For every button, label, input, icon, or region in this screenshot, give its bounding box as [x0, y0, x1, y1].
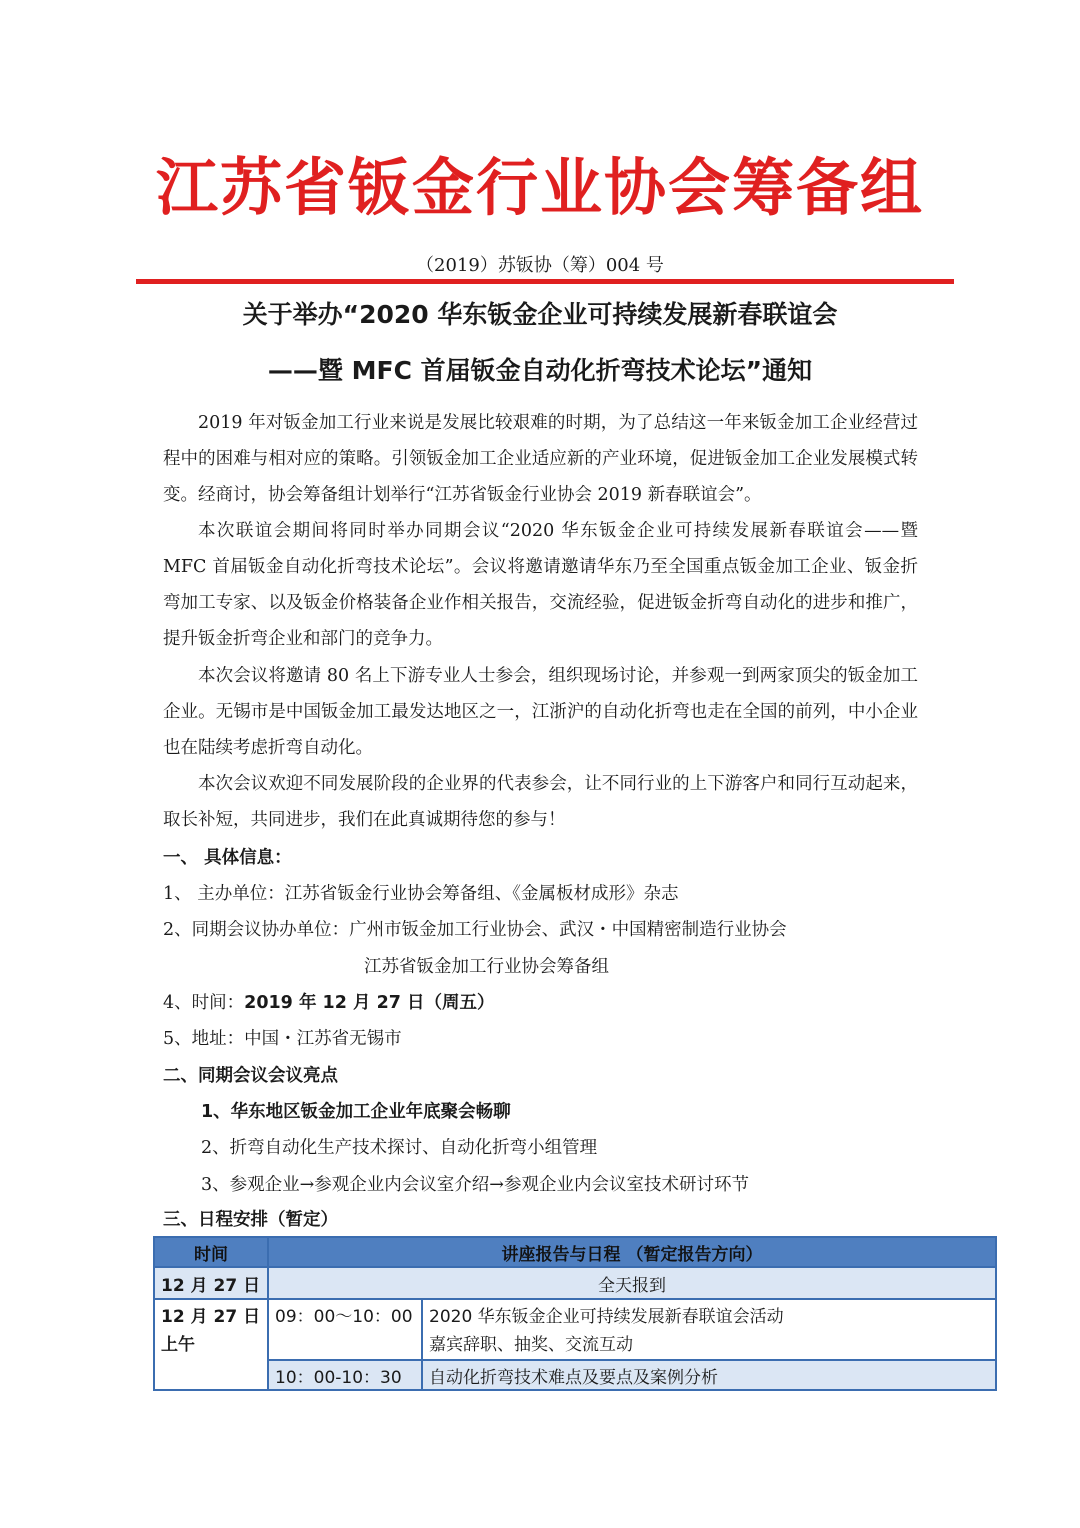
table-row — [154, 1360, 996, 1390]
row1-content: 全天报到 — [268, 1267, 996, 1299]
row2-time: 09：00～10：00 — [268, 1299, 422, 1360]
section3-heading: 三、日程安排（暂定） — [163, 1210, 338, 1230]
row2-date-sub: 上午 — [161, 1335, 195, 1355]
schedule-header-row — [154, 1237, 996, 1267]
row2-date-cell — [154, 1299, 268, 1390]
doc-number: （2019）苏钣协（筹）004 号 — [416, 255, 664, 276]
body-paragraph-2: 本次联谊会期间将同时举办同期会议“2020 华东钣金企业可持续发展新春联谊会——暨 MFC 首届钣金自动化折弯技术论坛”。会议将邀请邀请华东乃至全国重点钣金加工企业、钣金折弯加工专家、以及钣金价格装备企业作相关报告，交流经验，促进钣金折弯自动化的进步和推广，提升钣金折弯企业和部门的竞争力。 — [163, 521, 918, 649]
schedule-header-content: 讲座报告与日程 （暂定报告方向） — [268, 1237, 996, 1267]
row2-content-cell — [422, 1299, 996, 1360]
co-organizer-line-cont: 江苏省钣金加工行业协会筹备组 — [364, 957, 609, 977]
body-paragraph-3: 本次会议将邀请 80 名上下游专业人士参会，组织现场讨论，并参观一到两家顶尖的钣金加工企业。无锡市是中国钣金加工最发达地区之一，江浙沪的自动化折弯也走在全国的前列，中小企业也在陆续考虑折弯自动化。 — [163, 666, 918, 758]
row2-date: 12 月 27 日 — [161, 1307, 261, 1327]
row3-content: 自动化折弯技术难点及要点及案例分析 — [422, 1360, 996, 1390]
section1-heading: 一、 具体信息： — [163, 848, 292, 868]
org-title: 江苏省钣金行业协会筹备组 — [155, 151, 924, 224]
table-row — [154, 1267, 996, 1299]
highlight-item-2: 2、折弯自动化生产技术探讨、自动化折弯小组管理 — [201, 1138, 598, 1158]
row2-content-line2: 嘉宾辞职、抽奖、交流互动 — [429, 1335, 633, 1355]
row3-time: 10：00-10：30 — [268, 1360, 422, 1390]
notice-title-line2: ——暨 MFC 首届钣金自动化折弯技术论坛”通知 — [267, 356, 813, 385]
address-line: 5、地址：中国・江苏省无锡市 — [163, 1029, 402, 1049]
time-label: 4、时间： — [163, 993, 245, 1013]
row1-date: 12 月 27 日 — [154, 1267, 268, 1299]
red-divider — [136, 279, 954, 284]
section2-heading: 二、同期会议会议亮点 — [163, 1066, 338, 1086]
highlight-item-1: 1、华东地区钣金加工企业年底聚会畅聊 — [201, 1102, 511, 1122]
co-organizer-line: 2、同期会议协办单位：广州市钣金加工行业协会、武汉・中国精密制造行业协会 — [163, 920, 787, 940]
body-paragraph-1: 2019 年对钣金加工行业来说是发展比较艰难的时期，为了总结这一年来钣金加工企业经营过程中的困难与相对应的策略。引领钣金加工企业适应新的产业环境，促进钣金加工企业发展模式转变。经商讨，协会筹备组计划举行“江苏省钣金行业协会 2019 新春联谊会”。 — [163, 413, 918, 505]
time-line — [163, 990, 495, 1016]
row2-content-line1: 2020 华东钣金企业可持续发展新春联谊会活动 — [429, 1307, 784, 1327]
time-value: 2019 年 12 月 27 日（周五） — [244, 993, 495, 1013]
body-paragraph-4: 本次会议欢迎不同发展阶段的企业界的代表参会，让不同行业的上下游客户和同行互动起来，取长补短，共同进步，我们在此真诚期待您的参与！ — [163, 774, 918, 830]
table-row — [154, 1299, 996, 1360]
schedule-header-time: 时间 — [154, 1237, 268, 1267]
organizer-line: 1、 主办单位：江苏省钣金行业协会筹备组、《金属板材成形》杂志 — [163, 884, 679, 904]
highlight-item-3: 3、参观企业→参观企业内会议室介绍→参观企业内会议室技术研讨环节 — [201, 1175, 749, 1195]
schedule-table — [153, 1236, 997, 1391]
notice-title-line1: 关于举办“2020 华东钣金企业可持续发展新春联谊会 — [242, 300, 838, 329]
